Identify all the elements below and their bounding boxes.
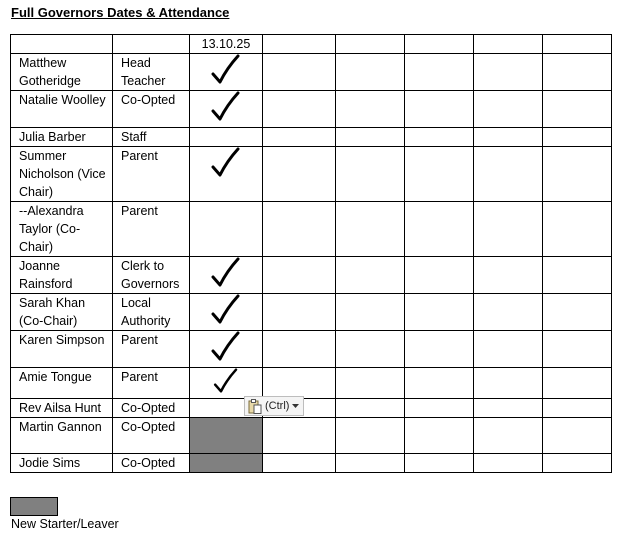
governor-role[interactable]: Co-Opted xyxy=(113,418,190,454)
governor-name[interactable]: Matthew Gotheridge xyxy=(11,54,113,91)
attendance-cell[interactable] xyxy=(190,331,263,368)
empty-cell[interactable] xyxy=(474,54,543,91)
empty-cell[interactable] xyxy=(543,128,612,147)
governor-name[interactable]: Amie Tongue xyxy=(11,368,113,399)
empty-cell[interactable] xyxy=(263,147,336,202)
empty-cell[interactable] xyxy=(405,257,474,294)
governor-name[interactable]: --Alexandra Taylor (Co-Chair) xyxy=(11,202,113,257)
attendance-cell[interactable] xyxy=(190,257,263,294)
table-row xyxy=(11,257,612,294)
empty-cell[interactable] xyxy=(543,91,612,128)
empty-cell[interactable] xyxy=(405,331,474,368)
empty-cell[interactable] xyxy=(263,128,336,147)
empty-cell[interactable] xyxy=(336,418,405,454)
empty-cell[interactable] xyxy=(543,418,612,454)
governor-role[interactable]: Clerk to Governors xyxy=(113,257,190,294)
checkmark-icon xyxy=(210,331,242,367)
governor-name[interactable]: Julia Barber xyxy=(11,128,113,147)
empty-cell[interactable] xyxy=(474,454,543,473)
empty-cell[interactable] xyxy=(336,91,405,128)
empty-cell[interactable] xyxy=(543,202,612,257)
empty-cell[interactable] xyxy=(336,147,405,202)
header-cell xyxy=(336,35,405,54)
paste-options-label: (Ctrl) xyxy=(265,400,290,412)
attendance-cell[interactable] xyxy=(190,368,263,399)
table-row xyxy=(11,399,612,418)
empty-cell[interactable] xyxy=(263,91,336,128)
empty-cell[interactable] xyxy=(543,294,612,331)
empty-cell[interactable] xyxy=(543,147,612,202)
header-cell xyxy=(543,35,612,54)
empty-cell[interactable] xyxy=(474,147,543,202)
empty-cell[interactable] xyxy=(336,128,405,147)
empty-cell[interactable] xyxy=(474,418,543,454)
empty-cell[interactable] xyxy=(474,331,543,368)
checkmark-icon xyxy=(210,91,242,127)
table-row xyxy=(11,418,612,454)
header-cell xyxy=(474,35,543,54)
empty-cell[interactable] xyxy=(405,202,474,257)
attendance-table xyxy=(10,34,612,473)
table-row xyxy=(11,91,612,128)
table-row xyxy=(11,147,612,202)
empty-cell[interactable] xyxy=(474,202,543,257)
header-cell xyxy=(405,35,474,54)
table-row xyxy=(11,202,612,257)
empty-cell[interactable] xyxy=(405,294,474,331)
header-cell xyxy=(11,35,113,54)
empty-cell[interactable] xyxy=(405,454,474,473)
attendance-cell[interactable] xyxy=(190,128,263,147)
empty-cell[interactable] xyxy=(336,331,405,368)
checkmark-icon xyxy=(210,294,242,330)
checkmark-icon xyxy=(210,368,242,398)
attendance-cell-shaded[interactable] xyxy=(190,454,263,473)
governor-name[interactable]: Sarah Khan (Co-Chair) xyxy=(11,294,113,331)
empty-cell[interactable] xyxy=(405,54,474,91)
governor-name[interactable]: Karen Simpson xyxy=(11,331,113,368)
empty-cell[interactable] xyxy=(543,368,612,399)
empty-cell[interactable] xyxy=(543,454,612,473)
attendance-cell-shaded[interactable] xyxy=(190,418,263,454)
paste-options-button[interactable] xyxy=(244,396,304,416)
empty-cell[interactable] xyxy=(336,257,405,294)
checkmark-icon xyxy=(210,147,242,183)
governor-role[interactable]: Co-Opted xyxy=(113,399,190,418)
empty-cell[interactable] xyxy=(474,257,543,294)
empty-cell[interactable] xyxy=(405,128,474,147)
table-row xyxy=(11,331,612,368)
governor-role[interactable]: Co-Opted xyxy=(113,91,190,128)
table-row xyxy=(11,294,612,331)
governor-role[interactable]: Parent xyxy=(113,331,190,368)
governor-role[interactable]: Parent xyxy=(113,147,190,202)
empty-cell[interactable] xyxy=(543,54,612,91)
governor-name[interactable]: Jodie Sims xyxy=(11,454,113,473)
empty-cell[interactable] xyxy=(336,294,405,331)
empty-cell[interactable] xyxy=(263,418,336,454)
empty-cell[interactable] xyxy=(336,54,405,91)
governor-role[interactable]: Local Authority xyxy=(113,294,190,331)
governor-name[interactable]: Joanne Rainsford xyxy=(11,257,113,294)
attendance-cell[interactable] xyxy=(190,202,263,257)
empty-cell[interactable] xyxy=(263,257,336,294)
empty-cell[interactable] xyxy=(263,202,336,257)
checkmark-icon xyxy=(210,257,242,293)
governor-role[interactable]: Co-Opted xyxy=(113,454,190,473)
empty-cell[interactable] xyxy=(405,368,474,399)
empty-cell[interactable] xyxy=(263,54,336,91)
governor-role[interactable]: Staff xyxy=(113,128,190,147)
empty-cell[interactable] xyxy=(336,399,405,418)
attendance-cell[interactable] xyxy=(190,294,263,331)
table-row xyxy=(11,454,612,473)
empty-cell[interactable] xyxy=(474,368,543,399)
governor-name[interactable]: Summer Nicholson (Vice Chair) xyxy=(11,147,113,202)
empty-cell[interactable] xyxy=(263,294,336,331)
attendance-cell[interactable] xyxy=(190,91,263,128)
empty-cell[interactable] xyxy=(543,257,612,294)
empty-cell[interactable] xyxy=(405,399,474,418)
empty-cell[interactable] xyxy=(263,454,336,473)
empty-cell[interactable] xyxy=(336,368,405,399)
legend-label: New Starter/Leaver xyxy=(11,517,119,531)
table-row xyxy=(11,54,612,91)
governor-role[interactable]: Parent xyxy=(113,202,190,257)
header-row xyxy=(11,35,612,54)
empty-cell[interactable] xyxy=(405,418,474,454)
empty-cell[interactable] xyxy=(405,91,474,128)
empty-cell[interactable] xyxy=(474,91,543,128)
attendance-cell[interactable] xyxy=(190,147,263,202)
empty-cell[interactable] xyxy=(474,128,543,147)
empty-cell[interactable] xyxy=(474,399,543,418)
governor-role[interactable]: Head Teacher xyxy=(113,54,190,91)
header-cell xyxy=(263,35,336,54)
empty-cell[interactable] xyxy=(336,202,405,257)
governor-name[interactable]: Natalie Woolley xyxy=(11,91,113,128)
empty-cell[interactable] xyxy=(336,454,405,473)
page-title: Full Governors Dates & Attendance xyxy=(11,5,230,20)
empty-cell[interactable] xyxy=(543,399,612,418)
table-row xyxy=(11,128,612,147)
empty-cell[interactable] xyxy=(405,147,474,202)
table-row xyxy=(11,368,612,399)
header-cell xyxy=(113,35,190,54)
empty-cell[interactable] xyxy=(543,331,612,368)
attendance-cell[interactable] xyxy=(190,54,263,91)
governor-role[interactable]: Parent xyxy=(113,368,190,399)
legend-swatch xyxy=(10,497,58,516)
governor-name[interactable]: Martin Gannon xyxy=(11,418,113,454)
checkmark-icon xyxy=(210,54,242,90)
date-header[interactable]: 13.10.25 xyxy=(190,35,263,54)
clipboard-icon xyxy=(248,399,262,414)
chevron-down-icon xyxy=(292,404,299,409)
empty-cell[interactable] xyxy=(263,331,336,368)
empty-cell[interactable] xyxy=(263,368,336,399)
governor-name[interactable]: Rev Ailsa Hunt xyxy=(11,399,113,418)
empty-cell[interactable] xyxy=(474,294,543,331)
